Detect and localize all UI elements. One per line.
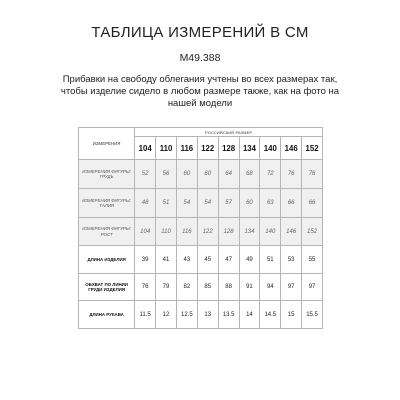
table-cell: 97: [281, 274, 302, 301]
table-cell: 15.5: [302, 301, 323, 329]
table-cell: 66: [281, 189, 302, 218]
table-cell: 134: [239, 218, 260, 246]
table-cell: 54: [176, 189, 197, 218]
table-cell: 140: [260, 218, 281, 246]
table-cell: 60: [176, 160, 197, 189]
table-cell: 66: [302, 189, 323, 218]
table-cell: 43: [176, 246, 197, 274]
table-cell: 47: [218, 246, 239, 274]
table-cell: 52: [135, 160, 156, 189]
fit-note-line: нашей модели: [167, 98, 233, 109]
table-cell: 45: [197, 246, 218, 274]
row-label: ИЗМЕРЕНИЯ ФИГУРЫ: ТАЛИЯ: [79, 189, 135, 218]
table-cell: 51: [260, 246, 281, 274]
table-cell: 68: [239, 160, 260, 189]
table-cell: 60: [197, 160, 218, 189]
size-header: 134: [239, 137, 260, 160]
fit-note: [60, 74, 340, 110]
table-cell: 76: [281, 160, 302, 189]
table-cell: 128: [218, 218, 239, 246]
size-header: 140: [260, 137, 281, 160]
size-header: 146: [281, 137, 302, 160]
table-cell: 97: [302, 274, 323, 301]
row-label: ДЛИНА ИЗДЕЛИЯ: [79, 246, 135, 274]
table-cell: 116: [176, 218, 197, 246]
size-chart-table: [78, 127, 323, 329]
table-cell: 51: [156, 189, 177, 218]
table-cell: 54: [197, 189, 218, 218]
table-cell: 122: [197, 218, 218, 246]
table-cell: 13.5: [218, 301, 239, 329]
measurements-header: ИЗМЕРЕНИЯ: [79, 128, 135, 160]
fit-note-line: Прибавки на свободу облегания учтены во всех размерах так,: [62, 74, 338, 85]
table-cell: 13: [197, 301, 218, 329]
table-cell: 56: [156, 160, 177, 189]
table-cell: 14.5: [260, 301, 281, 329]
row-label: ОБХВАТ ПО ЛИНИИ ГРУДИ ИЗДЕЛИЯ: [79, 274, 135, 301]
table-cell: 110: [156, 218, 177, 246]
table-cell: 15: [281, 301, 302, 329]
table-cell: 12: [156, 301, 177, 329]
table-row: [79, 160, 323, 189]
size-header: 128: [218, 137, 239, 160]
table-cell: 55: [302, 246, 323, 274]
table-row: [79, 301, 323, 329]
table-row: [79, 189, 323, 218]
table-row: [79, 218, 323, 246]
table-cell: 60: [239, 189, 260, 218]
table-cell: 146: [281, 218, 302, 246]
table-cell: 94: [260, 274, 281, 301]
article-number: М49.388: [179, 52, 221, 64]
table-cell: 57: [218, 189, 239, 218]
table-cell: 12.5: [176, 301, 197, 329]
table-cell: 88: [218, 274, 239, 301]
fit-note-line: чтобы изделие сидело в любом размере также, как на фото на: [60, 86, 340, 97]
size-header: 116: [176, 137, 197, 160]
table-cell: 41: [156, 246, 177, 274]
table-cell: 14: [239, 301, 260, 329]
size-header: 104: [135, 137, 156, 160]
table-row: [79, 246, 323, 274]
row-label: ДЛИНА РУКАВА: [79, 301, 135, 329]
table-row: [79, 274, 323, 301]
table-cell: 39: [135, 246, 156, 274]
row-label: ИЗМЕРЕНИЯ ФИГУРЫ: ГРУДЬ: [79, 160, 135, 189]
table-cell: 79: [156, 274, 177, 301]
table-cell: 104: [135, 218, 156, 246]
table-cell: 49: [239, 246, 260, 274]
table-cell: 85: [197, 274, 218, 301]
table-cell: 76: [302, 160, 323, 189]
table-cell: 152: [302, 218, 323, 246]
table-cell: 53: [281, 246, 302, 274]
size-header: 122: [197, 137, 218, 160]
table-cell: 63: [260, 189, 281, 218]
size-header: 110: [156, 137, 177, 160]
page-title: ТАБЛИЦА ИЗМЕРЕНИЙ В СМ: [91, 24, 309, 41]
table-cell: 48: [135, 189, 156, 218]
table-cell: 64: [218, 160, 239, 189]
russian-size-caption: РОССИЙСКИЙ РАЗМЕР: [135, 128, 323, 137]
table-cell: 91: [239, 274, 260, 301]
table-cell: 11.5: [135, 301, 156, 329]
table-cell: 76: [135, 274, 156, 301]
table-cell: 72: [260, 160, 281, 189]
size-header: 152: [302, 137, 323, 160]
table-cell: 82: [176, 274, 197, 301]
row-label: ИЗМЕРЕНИЯ ФИГУРЫ: РОСТ: [79, 218, 135, 246]
